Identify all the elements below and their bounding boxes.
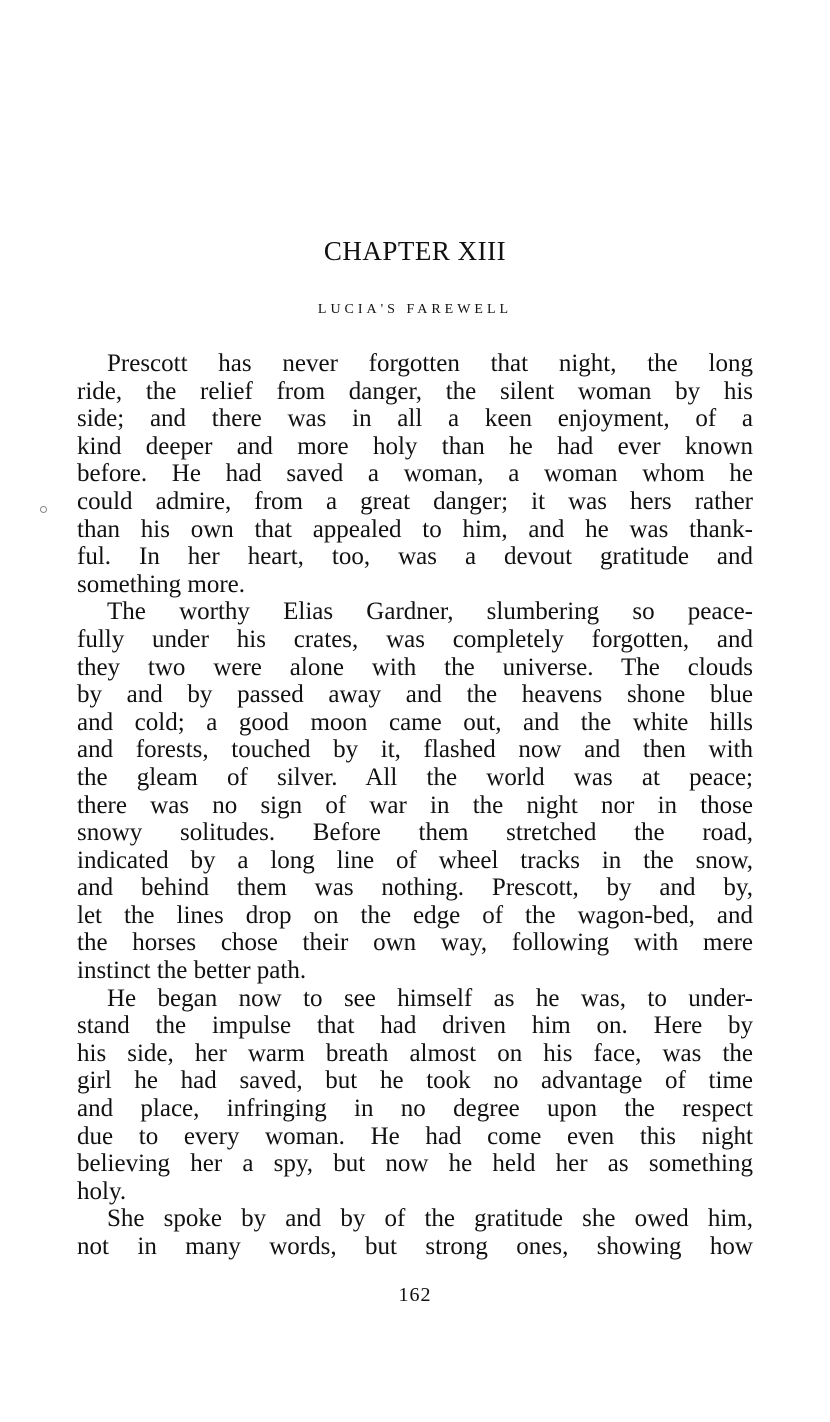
chapter-title: CHAPTER XIII — [323, 236, 507, 266]
text-line: and cold; a good moon came out, and the white hills — [77, 708, 753, 736]
text-line: kind deeper and more holy than he had ever known — [77, 432, 753, 460]
text-line: than his own that appealed to him, and he was thank- — [77, 515, 753, 543]
margin-mark — [40, 506, 47, 513]
text-line: indicated by a long line of wheel tracks in the snow, — [77, 846, 753, 874]
text-line: The worthy Elias Gardner, slumbering so peace- — [107, 598, 753, 626]
text-line: and place, infringing in no degree upon the respect — [77, 1095, 753, 1123]
text-line: girl he had saved, but he took no advantage of time — [77, 1067, 753, 1095]
text-line: Prescott has never forgotten that night, the long — [107, 350, 753, 377]
text-line: they two were alone with the universe. The clouds — [77, 653, 753, 681]
text-line: believing her a spy, but now he held her as something — [77, 1150, 753, 1178]
text-line: ride, the relief from danger, the silent woman by his — [77, 377, 753, 405]
text-line: He began now to see himself as he was, to under- — [107, 984, 753, 1012]
text-line: there was no sign of war in the night nor in those — [77, 791, 753, 819]
text-line: snowy solitudes. Before them stretched the road, — [77, 819, 753, 847]
text-line: could admire, from a great danger; it was hers rather — [77, 487, 753, 515]
page-number: 162 — [398, 1284, 432, 1306]
text-line: something more. — [77, 570, 246, 598]
text-line: ful. In her heart, too, was a devout gratitude and — [77, 543, 753, 571]
text-line: and behind them was nothing. Prescott, by and by, — [77, 874, 753, 902]
chapter-subtitle: LUCIA'S FAREWELL — [317, 302, 513, 317]
text-line: holy. — [77, 1177, 127, 1205]
text-line: instinct the better path. — [77, 957, 307, 985]
text-line: fully under his crates, was completely forgotten, and — [77, 625, 753, 653]
text-line: She spoke by and by of the gratitude she owed him, — [107, 1205, 753, 1233]
body-text — [77, 350, 753, 1261]
text-line: by and by passed away and the heavens shone blue — [77, 681, 753, 709]
text-line: let the lines drop on the edge of the wagon-bed, and — [77, 901, 753, 929]
text-line: and forests, touched by it, flashed now and then with — [77, 736, 753, 764]
text-line: the horses chose their own way, following with mere — [77, 929, 753, 957]
text-line: before. He had saved a woman, a woman whom he — [77, 460, 753, 488]
text-line: the gleam of silver. All the world was at peace; — [77, 763, 753, 791]
text-line: due to every woman. He had come even this night — [77, 1122, 753, 1150]
text-line: his side, her warm breath almost on his face, was the — [77, 1039, 753, 1067]
text-line: side; and there was in all a keen enjoyment, of a — [77, 405, 753, 433]
text-line: stand the impulse that had driven him on. Here by — [77, 1012, 753, 1040]
text-line: not in many words, but strong ones, showing how — [77, 1233, 753, 1260]
